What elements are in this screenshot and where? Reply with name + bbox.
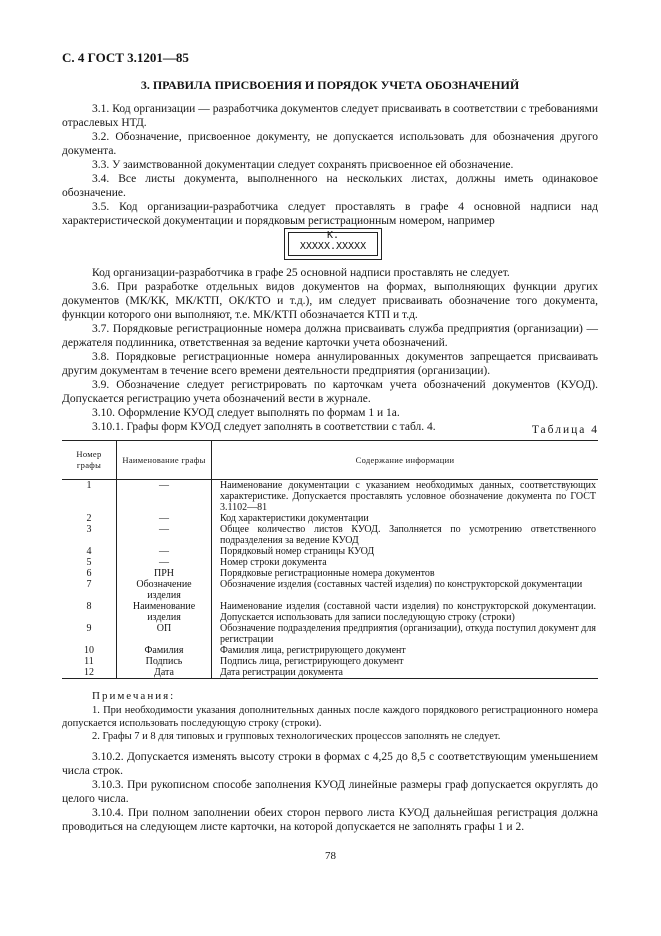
table-row	[62, 645, 598, 656]
row-name: Подпись	[117, 656, 212, 667]
row-content: Общее количество листов КУОД. Заполняется по усмотрению ответственного подразделения за ведение КУОД	[220, 524, 596, 546]
page-number: 78	[325, 850, 336, 862]
row-number: 5	[62, 557, 117, 568]
table-row	[62, 601, 598, 623]
row-name: Наименование изделия	[117, 601, 212, 623]
row-name: —	[117, 480, 212, 514]
paragraph-3-7: 3.7. Порядковые регистрационные номера должна присваивать служба предприятия (организации) — держателя подлинника, ответственная за ведение карточки учета обозначений.	[62, 323, 598, 349]
header-col-name: Наименование графы	[117, 441, 212, 480]
code-example-line2: XXXXX.XXXXX	[299, 241, 367, 252]
code-example-box	[284, 228, 382, 260]
table-row	[62, 524, 598, 546]
row-content: Номер строки документа	[220, 557, 327, 568]
table-header-row	[62, 441, 598, 480]
note-2: 2. Графы 7 и 8 для типовых и групповых технологических процессов заполнять не следует.	[92, 731, 501, 742]
row-number: 8	[62, 601, 117, 623]
row-number: 11	[62, 656, 117, 667]
row-content: Код характеристики документации	[220, 513, 369, 524]
row-name: ОП	[117, 623, 212, 645]
paragraph-code-note: Код организации-разработчика в графе 25 основной надписи проставлять не следует.	[92, 267, 510, 279]
paragraph-3-10-3: 3.10.3. При рукописном способе заполнения КУОД линейные размеры граф допускается округлять до целого числа.	[62, 779, 598, 805]
table-row	[62, 568, 598, 579]
row-content: Наименование документации с указанием необходимых данных, соответствующих характеристике. Допускается проставлять условное обозначение документа по ГОСТ 3.1102—81	[220, 480, 596, 513]
row-name: Дата	[117, 667, 212, 679]
row-number: 12	[62, 667, 117, 679]
paragraph-3-9: 3.9. Обозначение следует регистрировать по карточкам учета обозначений документов (КУОД). Допускается регистрацию учета обозначений вести в журнале.	[62, 379, 598, 405]
row-name: Фамилия	[117, 645, 212, 656]
header-col-number: Номер графы	[62, 441, 117, 480]
row-content: Подпись лица, регистрирующего документ	[220, 656, 404, 667]
row-number: 10	[62, 645, 117, 656]
table-row	[62, 546, 598, 557]
page-header: С. 4 ГОСТ 3.1201—85	[62, 50, 189, 65]
row-number: 9	[62, 623, 117, 645]
row-name: —	[117, 546, 212, 557]
paragraph-3-10-1: 3.10.1. Графы форм КУОД следует заполнять в соответствии с табл. 4.	[92, 421, 436, 433]
table-row	[62, 480, 598, 514]
row-number: 2	[62, 513, 117, 524]
section-title: 3. ПРАВИЛА ПРИСВОЕНИЯ И ПОРЯДОК УЧЕТА ОБОЗНАЧЕНИЙ	[140, 78, 520, 92]
row-name: ПРН	[117, 568, 212, 579]
row-content: Наименование изделия (составной части изделия) по конструкторской документации. Допускается использовать для записи последующую строку (строки)	[220, 601, 596, 623]
code-example-line1: К.	[326, 230, 340, 241]
row-content: Обозначение изделия (составных частей изделия) по конструкторской документации	[220, 579, 583, 590]
paragraph-3-10: 3.10. Оформление КУОД следует выполнять по формам 1 и 1а.	[92, 407, 400, 419]
row-content: Дата регистрации документа	[212, 667, 599, 679]
row-number: 4	[62, 546, 117, 557]
row-content: Обозначение подразделения предприятия (организации), откуда поступил документ для регистрации	[220, 623, 596, 645]
row-name: —	[117, 524, 212, 546]
row-number: 7	[62, 579, 117, 601]
paragraph-3-3: 3.3. У заимствованной документации следует сохранять присвоенное ей обозначение.	[92, 159, 514, 171]
paragraph-3-8: 3.8. Порядковые регистрационные номера аннулированных документов запрещается присваивать другим документам в течение всего времени деятельности предприятия (организации).	[62, 351, 598, 377]
table-caption: Таблица 4	[531, 424, 599, 436]
notes-heading: Примечания:	[92, 690, 176, 702]
table-row	[62, 579, 598, 601]
paragraph-3-4: 3.4. Все листы документа, выполненного на нескольких листах, должны иметь одинаковое обозначение.	[62, 173, 598, 199]
row-content: Фамилия лица, регистрирующего документ	[220, 645, 406, 656]
table-4	[62, 440, 598, 679]
paragraph-3-5: 3.5. Код организации-разработчика следует проставлять в графе 4 основной надписи над характеристической документации и порядковым регистрационным номером, например	[62, 201, 598, 227]
table-row	[62, 623, 598, 645]
paragraph-3-1: 3.1. Код организации — разработчика документов следует присваивать в соответствии с требованиями отраслевых НТД.	[62, 103, 598, 129]
row-number: 6	[62, 568, 117, 579]
paragraph-3-10-2: 3.10.2. Допускается изменять высоту строки в формах с 4,25 до 8,5 с соответствующим уменьшением числа строк.	[62, 751, 598, 777]
paragraph-3-2: 3.2. Обозначение, присвоенное документу, не допускается использовать для обозначения другого документа.	[62, 131, 598, 157]
header-col-content: Содержание информации	[212, 441, 599, 480]
row-number: 1	[62, 480, 117, 514]
row-content: Порядковые регистрационные номера документов	[220, 568, 435, 579]
table-row	[62, 667, 598, 679]
table-row	[62, 656, 598, 667]
row-content: Порядковый номер страницы КУОД	[220, 546, 375, 557]
row-name: —	[117, 513, 212, 524]
table-row	[62, 513, 598, 524]
row-number: 3	[62, 524, 117, 546]
note-1: 1. При необходимости указания дополнительных данных после каждого порядкового регистрационного номера допускается использовать последующую строку (строки).	[62, 705, 598, 729]
paragraph-3-6: 3.6. При разработке отдельных видов документов на формах, выполняющих функции других документов (МК/КК, МК/КТП, ОК/КТО и т.д.), им следует присваивать обозначение того документа, функции которого они выполняют, т.е. МК/КТП обозначается КТП и т.д.	[62, 281, 598, 321]
row-name: —	[117, 557, 212, 568]
paragraph-3-10-4: 3.10.4. При полном заполнении обеих сторон первого листа КУОД дальнейшая регистрация должна проводиться на следующем листе карточки, на которой допускается не заполнять графы 1 и 2.	[62, 807, 598, 833]
table-row	[62, 557, 598, 568]
row-name: Обозначение изделия	[117, 579, 212, 601]
